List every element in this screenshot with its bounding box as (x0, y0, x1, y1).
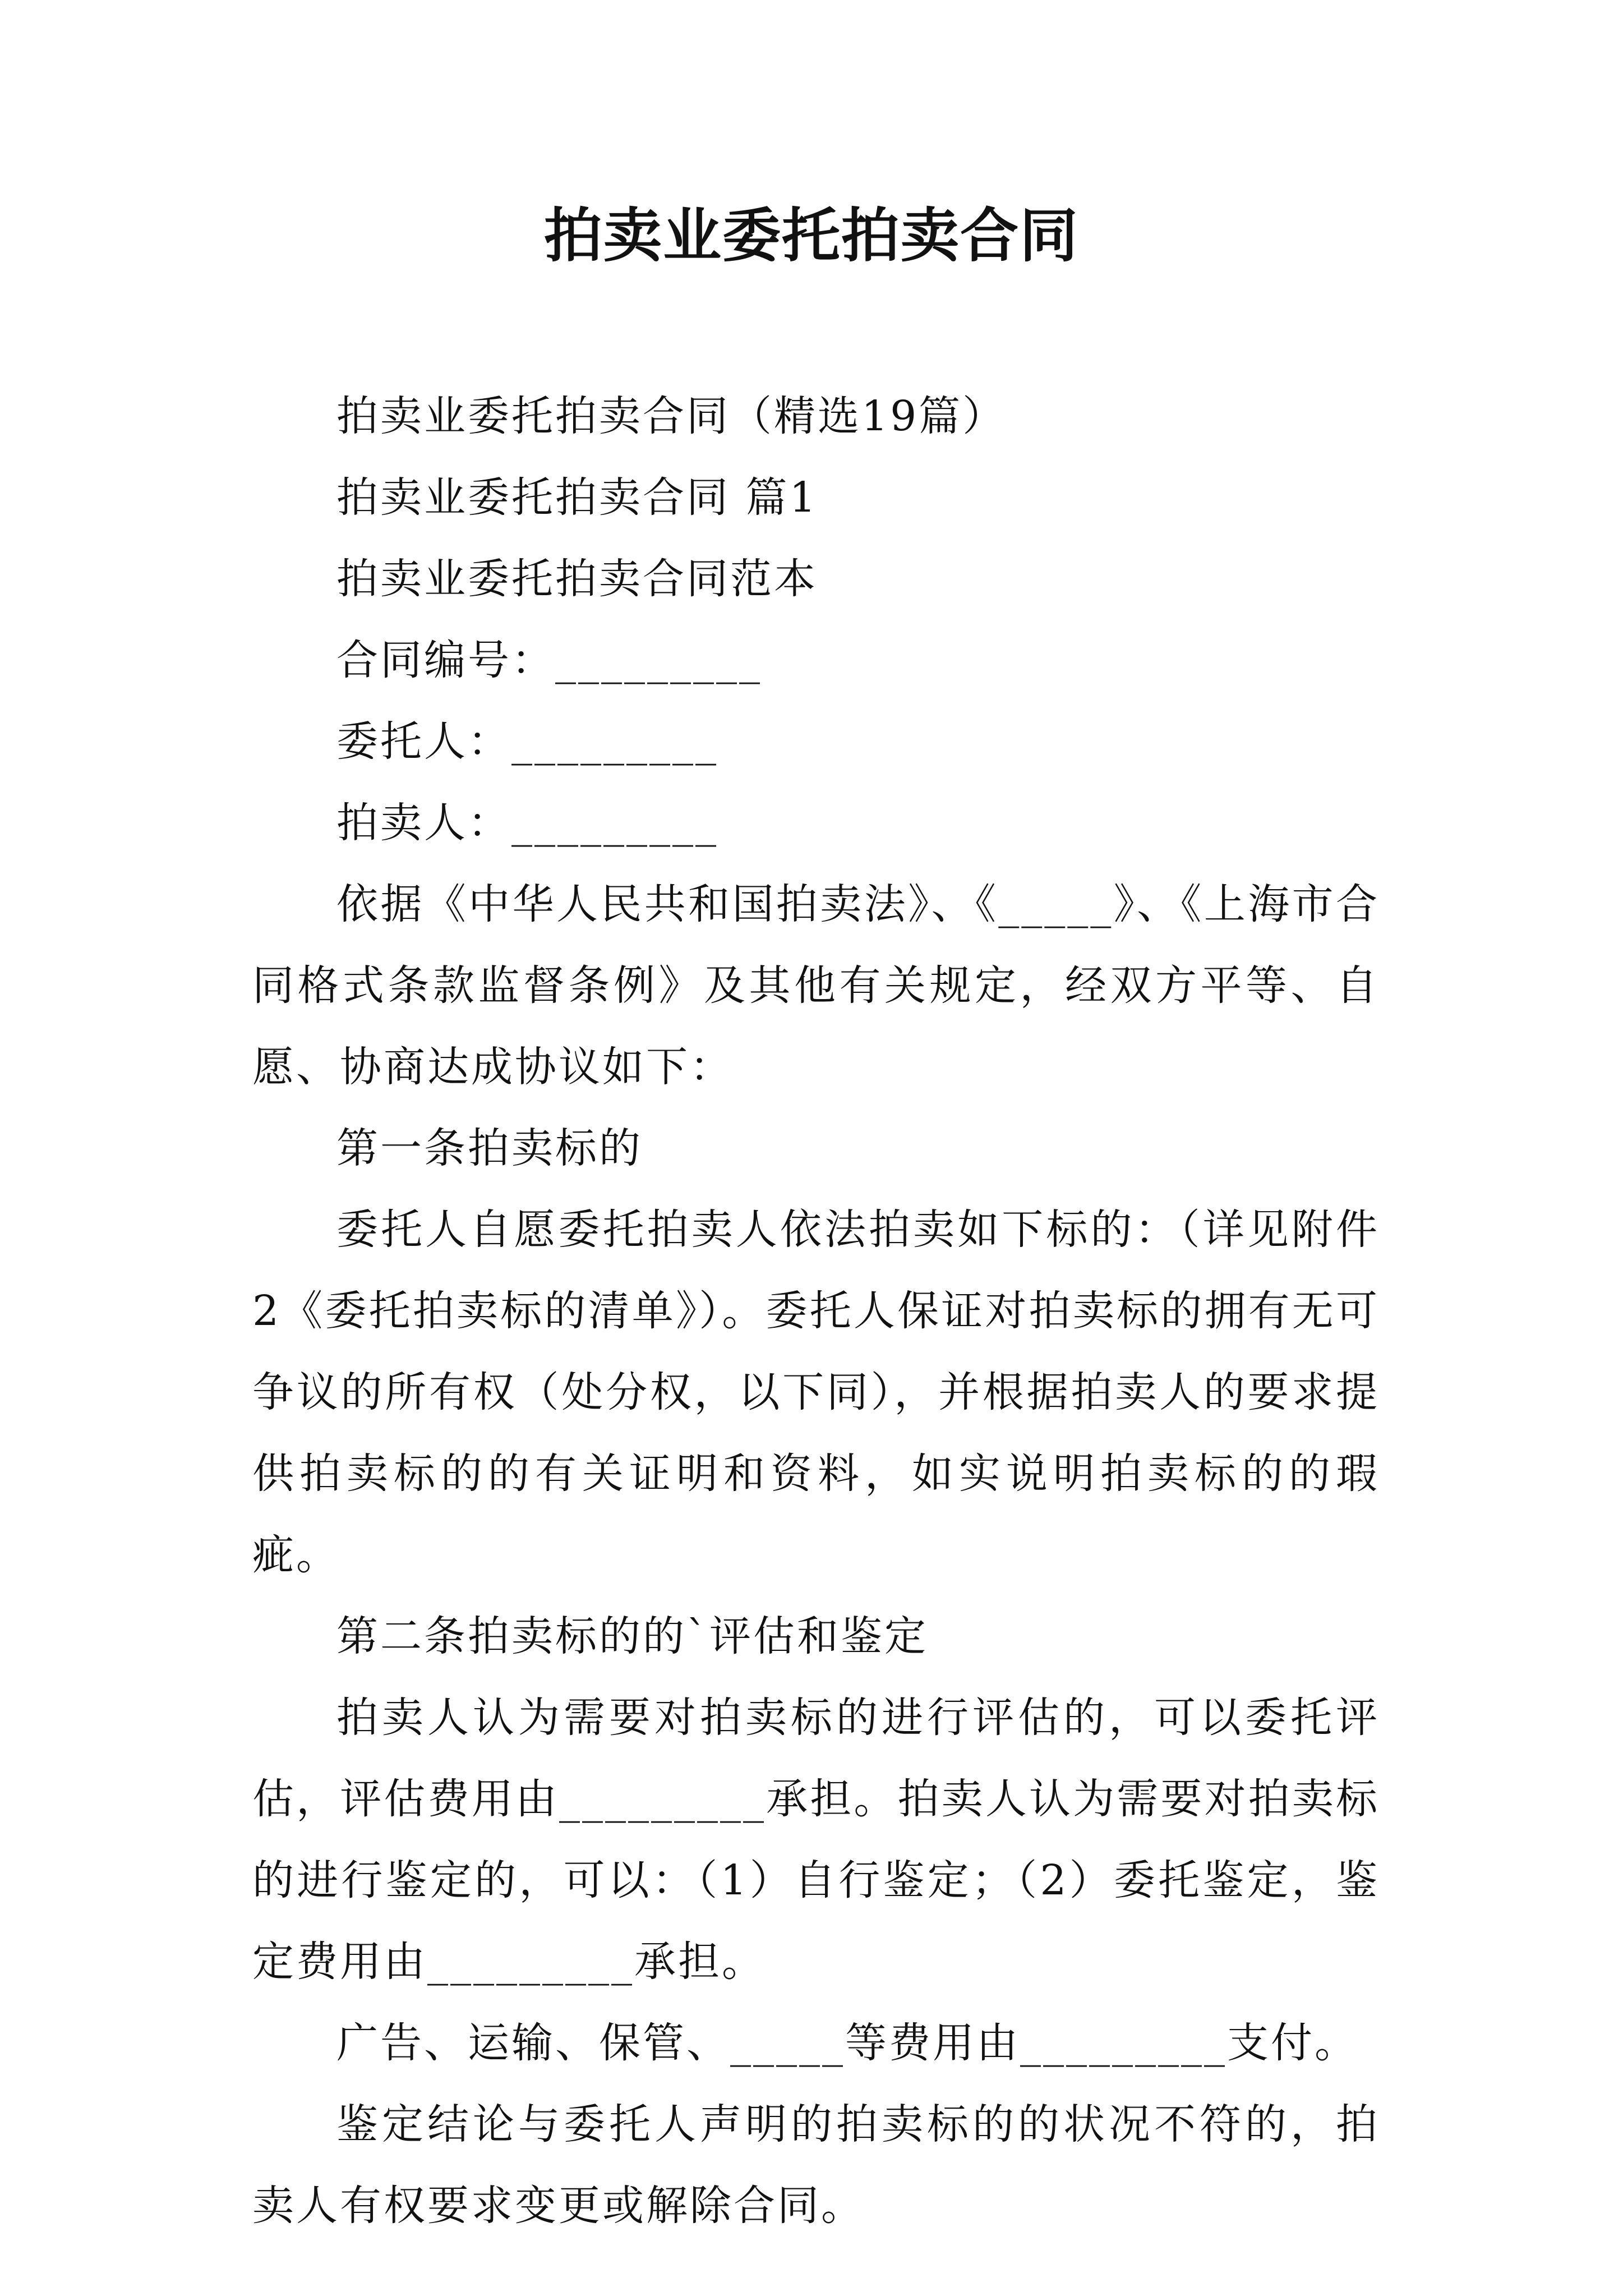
fees-paragraph: 广告、运输、保管、_____等费用由_________支付。 (336, 2019, 1358, 2067)
section-heading: 拍卖业委托拍卖合同 篇1 (336, 473, 818, 522)
subtitle-line: 拍卖业委托拍卖合同（精选19篇） (336, 392, 1007, 440)
article-2-heading: 第二条拍卖标的的`评估和鉴定 (336, 1612, 928, 1660)
document-body (252, 376, 1380, 2247)
article-1-heading: 第一条拍卖标的 (336, 1124, 643, 1172)
article-1-paragraph: 委托人自愿委托拍卖人依法拍卖如下标的：（详见附件2《委托拍卖标的清单》）。委托人保证对拍卖标的拥有无可争议的所有权（处分权，以下同），并根据拍卖人的要求提供拍卖标的的有关证明和资料，如实说明拍卖标的的瑕疵。 (252, 1205, 1380, 1579)
consignor-field: 委托人：_________ (336, 717, 718, 766)
preamble-paragraph: 依据《中华人民共和国拍卖法》、《_____》、《上海市合同格式条款监督条例》及其他有关规定，经双方平等、自愿、协商达成协议如下： (252, 880, 1380, 1091)
document-title: 拍卖业委托拍卖合同 (543, 201, 1079, 270)
article-2-paragraph: 拍卖人认为需要对拍卖标的进行评估的，可以委托评估，评估费用由_________承担。拍卖人认为需要对拍卖标的进行鉴定的，可以：（1）自行鉴定；（2）委托鉴定，鉴定费用由_________承担。 (252, 1694, 1380, 1986)
appraisal-conflict-paragraph: 鉴定结论与委托人声明的拍卖标的的状况不符的，拍卖人有权要求变更或解除合同。 (252, 2100, 1380, 2230)
template-heading: 拍卖业委托拍卖合同范本 (336, 555, 818, 603)
contract-number-field: 合同编号：_________ (336, 636, 762, 684)
auctioneer-field: 拍卖人：_________ (336, 799, 718, 847)
